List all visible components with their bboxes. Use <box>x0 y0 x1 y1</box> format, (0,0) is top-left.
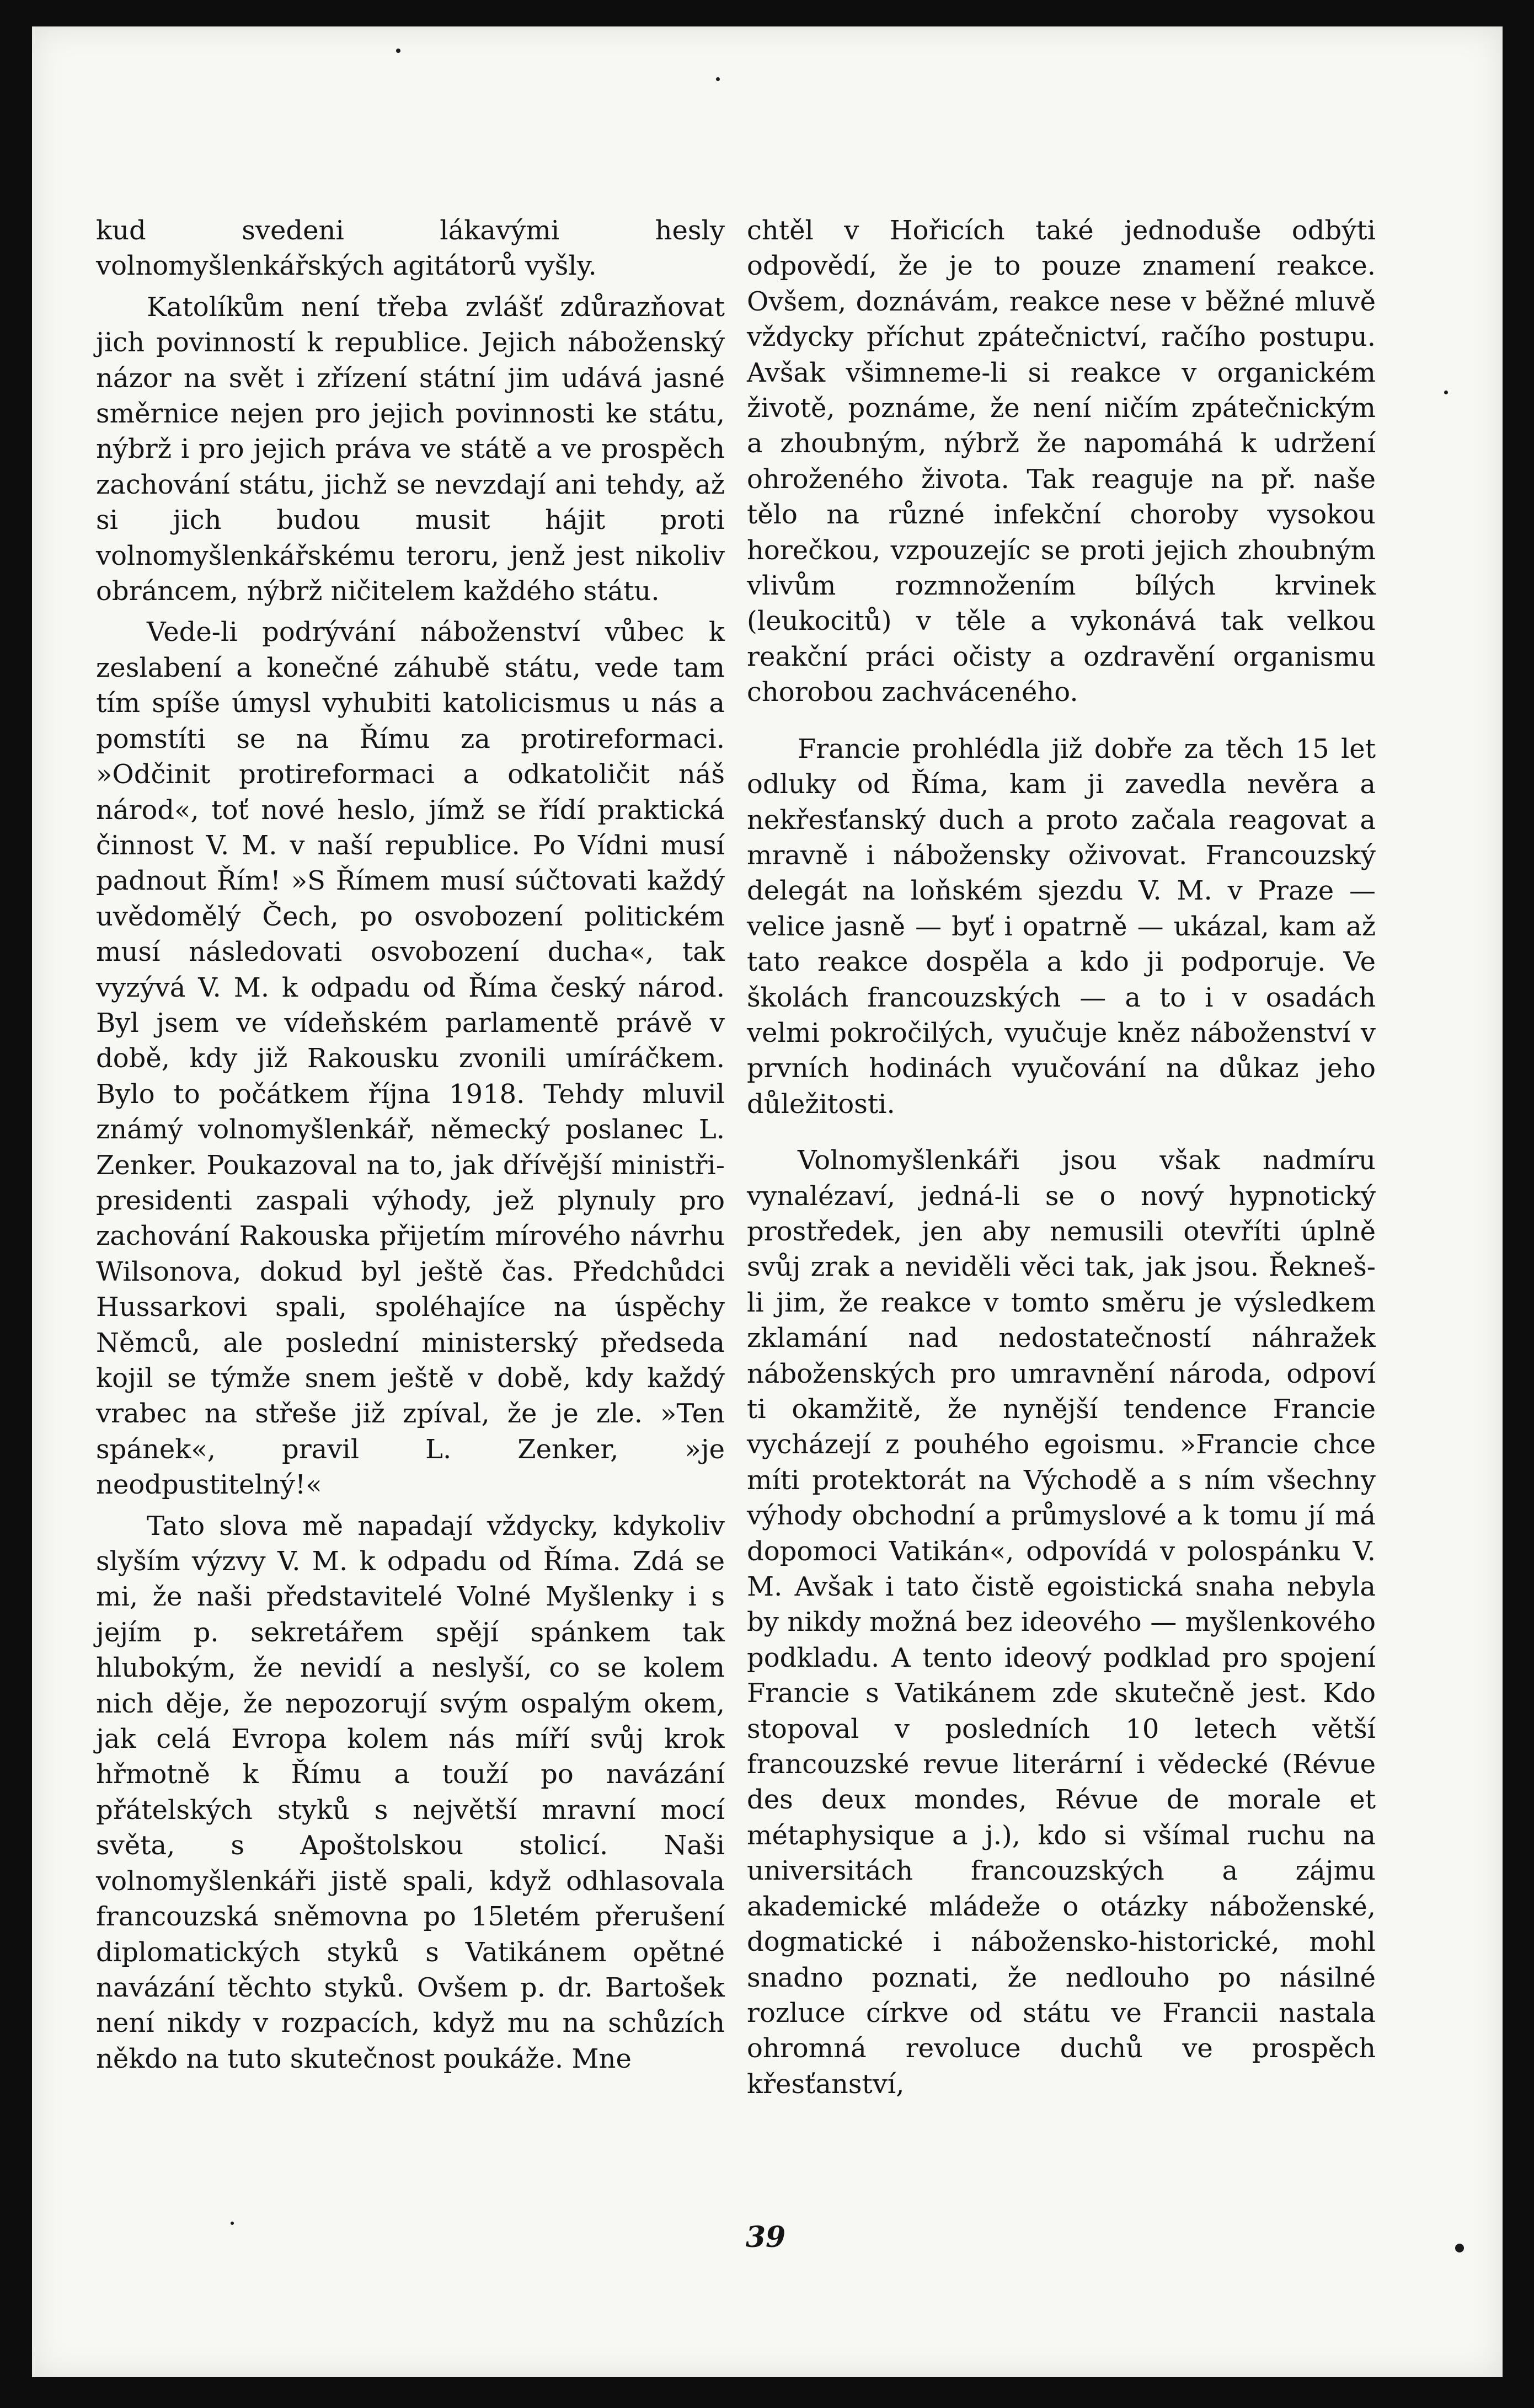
right-text-column <box>747 213 1376 2107</box>
paragraph: Vede-li podrývání náboženství vůbec k zeslabení a konečné záhubě státu, vede tam tím spíše úmysl vyhubiti katolicismus u nás a pomstíti se na Římu za protireformaci. »Odčinit protireformaci a odkatoličit náš národ«, toť nové heslo, jímž se řídí praktická činnost V. M. v naší republice. Po Vídni musí padnout Řím! »S Římem musí súčtovati každý uvědomělý Čech, po osvobození politickém musí následovati osvobození ducha«, tak vyzývá V. M. k odpadu od Říma český národ. Byl jsem ve vídeňském parlamentě právě v době, kdy již Rakousku zvonili umíráčkem. Bylo to počátkem října 1918. Tehdy mluvil známý volnomyšlenkář, německý poslanec L. Zenker. Poukazoval na to, jak dřívější ministři-presidenti zaspali výhody, jež plynuly pro zachování Rakouska přijetím mírového návrhu Wilsonova, dokud byl ještě čas. Předchůdci Hussarkovi spali, spoléhajíce na úspěchy Němců, ale poslední ministerský předseda kojil se týmže snem ještě v době, kdy každý vrabec na střeše již zpíval, že je zle. »Ten spánek«, pravil L. Zenker, »je neodpustitelný!« <box>96 617 725 1501</box>
ink-speck <box>231 2222 234 2225</box>
book-page <box>32 26 1503 2377</box>
paragraph-continuation: chtěl v Hořicích také jednoduše odbýti odpovědí, že je to pouze znamení reakce. Ovšem, doznávám, reakce nese v běžné mluvě vždycky příchut zpátečnictví, račího postupu. Avšak všimneme-li si reakce v organickém životě, poznáme, že není ničím zpátečnickým a zhoubným, nýbrž že napomáhá k udržení ohroženého života. Tak reaguje na př. naše tělo na různé infekční choroby vysokou horečkou, vzpouzejíc se proti jejich zhoubným vlivům rozmnožením bílých krvinek (leukocitů) v těle a vykonává tak velkou reakční práci očisty a ozdravění organismu chorobou zachváceného. <box>747 215 1376 708</box>
paragraph-continuation: kud svedeni lákavými hesly volnomyšlenkářských agitátorů vyšly. <box>96 215 725 282</box>
left-text-column <box>96 213 725 2082</box>
paragraph: Tato slova mě napadají vždycky, kdykoliv slyším výzvy V. M. k odpadu od Říma. Zdá se mi, že naši představitelé Volné Myšlenky i s jejím p. sekretářem spějí spánkem tak hlubokým, že nevidí a neslyší, co se kolem nich děje, že nepozorují svým ospalým okem, jak celá Evropa kolem nás míří svůj krok hřmotně k Římu a touží po navázání přátelských styků s největší mravní mocí světa, s Apoštolskou stolicí. Naši volnomyšlenkáři jistě spali, když odhlasovala francouzská sněmovna po 15letém přerušení diplomatických styků s Vatikánem opětné navázání těchto styků. Ovšem p. dr. Bartošek není nikdy v rozpacích, když mu na schůzích někdo na tuto skutečnost poukáže. Mne <box>96 1510 725 2074</box>
ink-speck <box>716 77 720 81</box>
ink-speck <box>396 49 400 53</box>
page-number: 39 <box>745 2220 786 2254</box>
ink-speck <box>1455 2244 1464 2252</box>
paragraph: Francie prohlédla již dobře za těch 15 let odluky od Říma, kam ji zavedla nevěra a nekřesťanský duch a proto začala reagovat a mravně i nábožensky oživovat. Francouzský delegát na loňském sjezdu V. M. v Praze — velice jasně — byť i opatrně — ukázal, kam až tato reakce dospěla a kdo ji podporuje. Ve školách francouzských — a to i v osadách velmi pokročilých, vyučuje kněz náboženství v prvních hodinách vyučování na důkaz jeho důležitosti. <box>747 733 1376 1120</box>
paragraph: Volnomyšlenkáři jsou však nadmíru vynalézaví, jedná-li se o nový hypnotický prostředek, jen aby nemusili otevříti úplně svůj zrak a neviděli věci tak, jak jsou. Řekneš-li jim, že reakce v tomto směru je výsledkem zklamání nad nedostatečností náhražek náboženských pro umravnění národa, odpoví ti okamžitě, že nynější tendence Francie vycházejí z pouhého egoismu. »Francie chce míti protektorát na Východě a s ním všechny výhody obchodní a průmyslové a k tomu jí má dopomoci Vatikán«, odpovídá v polospánku V. M. Avšak i tato čistě egoistická snaha nebyla by nikdy možná bez ideového — myšlenkového podkladu. A tento ideový podklad pro spojení Francie s Vatikánem zde skutečně jest. Kdo stopoval v posledních 10 letech větší francouzské revue literární i vědecké (Révue des deux mondes, Révue de morale et métaphysique a j.), kdo si všímal ruchu na universitách francouzských a zájmu akademické mládeže o otázky náboženské, dogmatické i nábožensko-historické, mohl snadno poznati, že nedlouho po násilné rozluce církve od státu ve Francii nastala ohromná revoluce duchů ve prospěch křesťanství, <box>747 1145 1376 2100</box>
ink-speck <box>1444 390 1448 394</box>
paragraph: Katolíkům není třeba zvlášť zdůrazňovat jich povinností k republice. Jejich náboženský názor na svět i zřízení státní jim udává jasné směrnice nejen pro jejich povinnosti ke státu, nýbrž i pro jejich práva ve státě a ve prospěch zachování státu, jichž se nevzdají ani tehdy, až si jich budou musit hájit proti volnomyšlenkářskému teroru, jenž jest nikoliv obráncem, nýbrž ničitelem každého státu. <box>96 291 725 607</box>
